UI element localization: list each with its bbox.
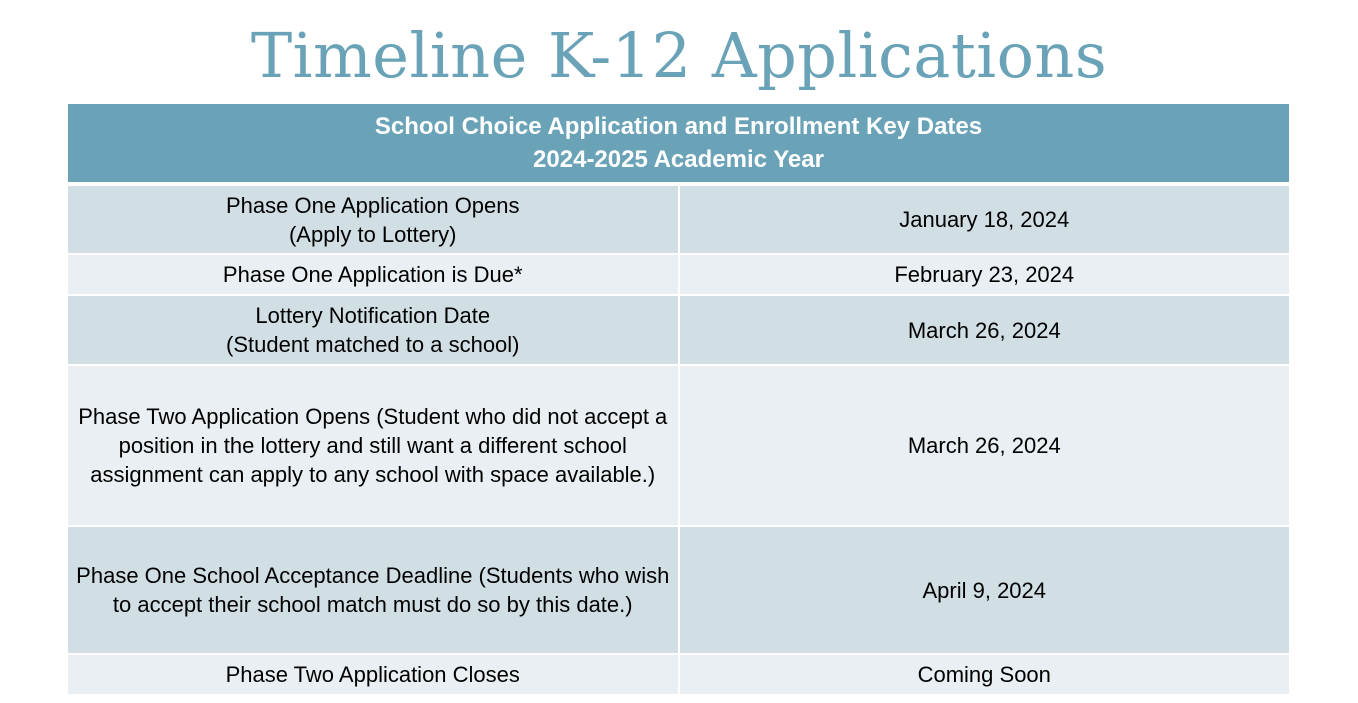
event-title: Phase Two Application Opens (Student who did not accept a position in the lottery and still want a different school assignment can apply to any school with space available.)	[78, 404, 668, 487]
page-title: Timeline K-12 Applications	[250, 19, 1108, 92]
date-cell: March 26, 2024	[679, 365, 1290, 526]
table-header	[68, 104, 1289, 184]
key-dates-table	[68, 104, 1289, 696]
table-row	[68, 184, 1289, 254]
table-row	[68, 295, 1289, 365]
event-cell	[68, 365, 679, 526]
date-cell: Coming Soon	[679, 654, 1290, 695]
event-title: Phase One Application Opens	[225, 192, 520, 218]
event-cell	[68, 254, 679, 295]
date-cell: January 18, 2024	[679, 184, 1290, 254]
event-cell	[68, 526, 679, 654]
table-row	[68, 654, 1289, 695]
event-cell	[68, 184, 679, 254]
date-cell: April 9, 2024	[679, 526, 1290, 654]
event-cell	[68, 654, 679, 695]
table-header-row	[68, 104, 1289, 184]
table-row	[68, 254, 1289, 295]
event-title: Lottery Notification Date	[255, 303, 491, 328]
table-header-line1: School Choice Application and Enrollment Key Dates	[374, 113, 983, 140]
date-cell: February 23, 2024	[679, 254, 1290, 295]
table-row	[68, 526, 1289, 654]
date-cell: March 26, 2024	[679, 295, 1290, 365]
key-dates-table-container	[68, 104, 1289, 696]
event-title: Phase One Application is Due*	[222, 262, 523, 287]
event-title: Phase Two Application Closes	[225, 662, 520, 687]
event-note: (Student matched to a school)	[226, 332, 520, 357]
table-row	[68, 365, 1289, 526]
event-note: (Apply to Lottery)	[288, 221, 457, 247]
event-cell	[68, 295, 679, 365]
table-header-line2: 2024-2025 Academic Year	[533, 146, 824, 173]
event-title: Phase One School Acceptance Deadline (Students who wish to accept their school match must do so by this date.)	[76, 563, 670, 617]
